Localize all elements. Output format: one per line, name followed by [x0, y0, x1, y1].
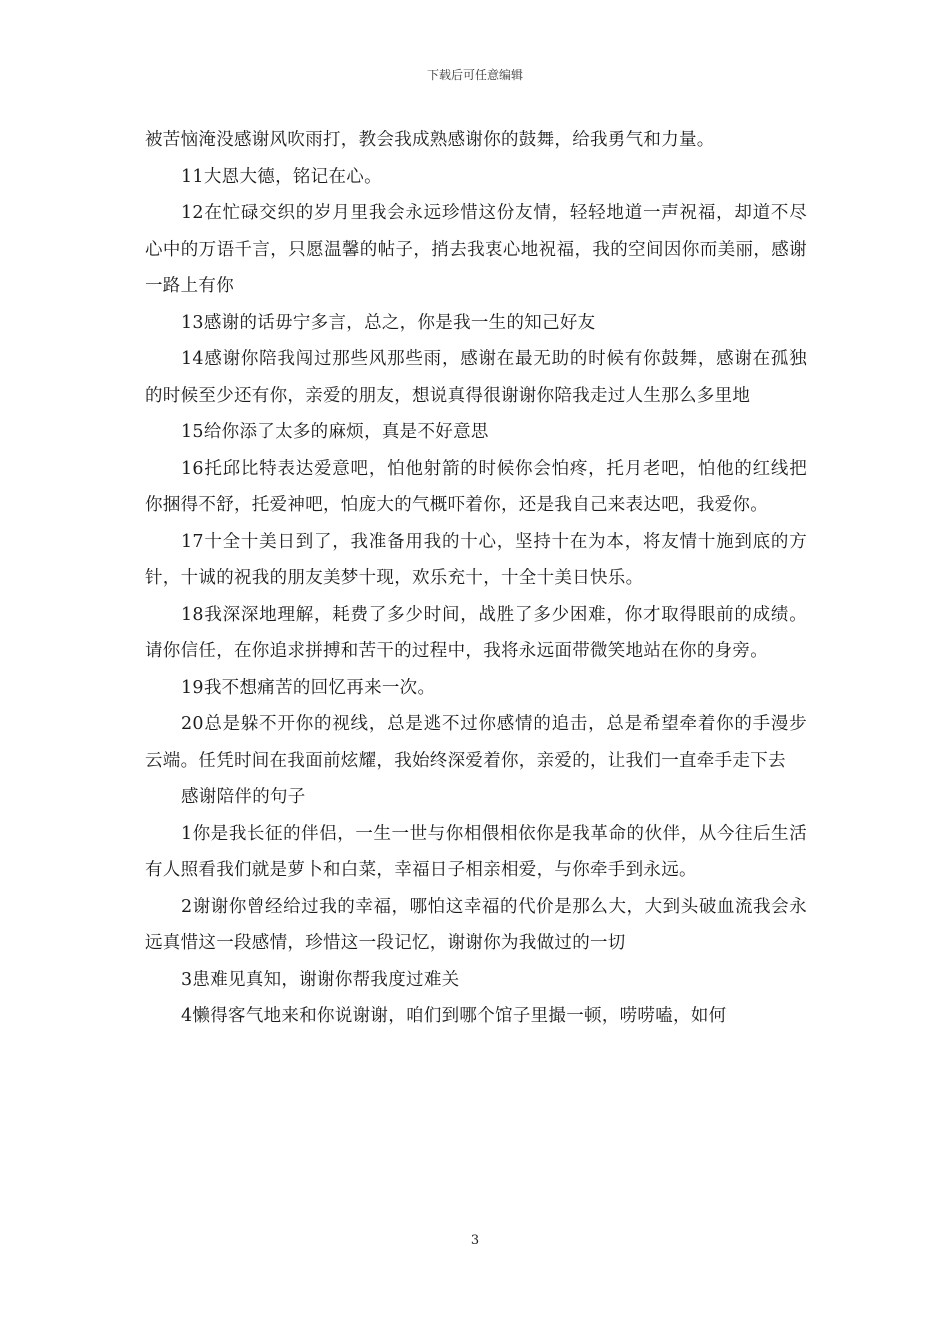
- paragraph: 11大恩大德，铭记在心。: [181, 166, 382, 187]
- paragraph: 16托邱比特表达爱意吧，怕他射箭的时候你会怕疼，托月老吧，怕他的红线把你捆得不舒，托爱神吧，怕庞大的气概吓着你，还是我自己来表达吧，我爱你。: [145, 458, 807, 515]
- paragraph: 12在忙碌交织的岁月里我会永远珍惜这份友情，轻轻地道一声祝福，却道不尽心中的万语千言，只愿温馨的帖子，捎去我衷心地祝福，我的空间因你而美丽，感谢一路上有你: [145, 203, 807, 296]
- paragraph: 14感谢你陪我闯过那些风那些雨，感谢在最无助的时候有你鼓舞，感谢在孤独的时候至少还有你，亲爱的朋友，想说真得很谢谢你陪我走过人生那么多里地: [145, 349, 807, 406]
- paragraph: 2谢谢你曾经给过我的幸福，哪怕这幸福的代价是那么大，大到头破血流我会永远真惜这一段感情，珍惜这一段记忆，谢谢你为我做过的一切: [145, 896, 807, 953]
- paragraph: 20总是躲不开你的视线，总是逃不过你感情的追击，总是希望牵着你的手漫步云端。任凭时间在我面前炫耀，我始终深爱着你，亲爱的，让我们一直牵手走下去: [145, 714, 807, 771]
- paragraph: 13感谢的话毋宁多言，总之，你是我一生的知己好友: [181, 312, 596, 333]
- section-heading: 感谢陪伴的句子: [181, 787, 306, 807]
- page-number: 3: [470, 1233, 480, 1248]
- paragraph: 15给你添了太多的麻烦，真是不好意思: [181, 422, 489, 442]
- paragraph: 19我不想痛苦的回忆再来一次。: [181, 677, 436, 698]
- page-header: 下载后可任意编辑: [426, 68, 523, 82]
- paragraph: 被苦恼淹没感谢风吹雨打，教会我成熟感谢你的鼓舞，给我勇气和力量。: [145, 130, 715, 150]
- document-body: [145, 122, 807, 1035]
- paragraph: 1你是我长征的伴侣，一生一世与你相偎相依你是我革命的伙伴，从今往后生活有人照看我们就是萝卜和白菜，幸福日子相亲相爱，与你牵手到永远。: [145, 823, 807, 880]
- paragraph: 18我深深地理解，耗费了多少时间，战胜了多少困难，你才取得眼前的成绩。请你信任，在你追求拼搏和苦干的过程中，我将永远面带微笑地站在你的身旁。: [145, 604, 807, 661]
- paragraph: 3患难见真知，谢谢你帮我度过难关: [181, 969, 460, 990]
- paragraph: 17十全十美日到了，我准备用我的十心，坚持十在为本，将友情十施到底的方针，十诚的祝我的朋友美梦十现，欢乐充十，十全十美日快乐。: [145, 531, 807, 588]
- paragraph: 4懒得客气地来和你说谢谢，咱们到哪个馆子里撮一顿，唠唠嗑，如何: [181, 1006, 727, 1026]
